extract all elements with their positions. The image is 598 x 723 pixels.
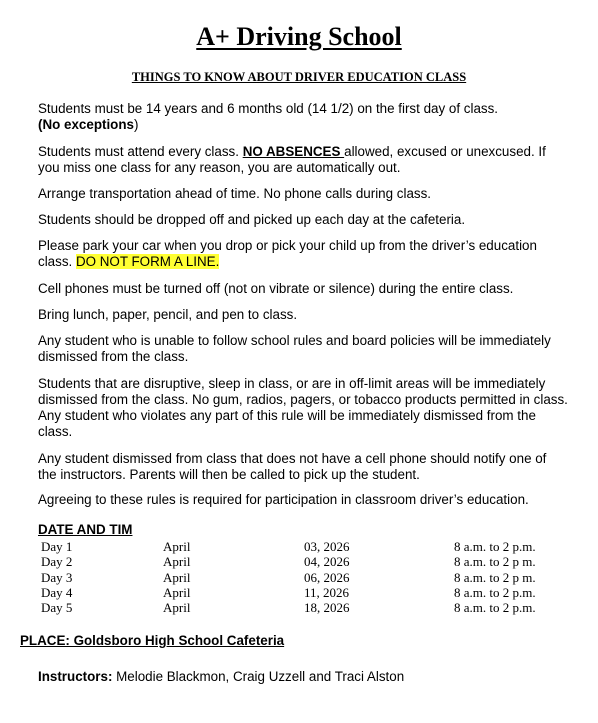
schedule-row [38,570,564,585]
schedule-heading: DATE AND TIM [38,522,133,537]
rule-age-text: Students must be 14 years and 6 months old (14 1/2) on the first day of class. [38,101,498,116]
schedule-month: April [163,554,191,570]
rule-age-exception: (No exceptions [38,117,134,132]
rule-supplies: Bring lunch, paper, pencil, and pen to class. [38,307,298,322]
schedule-month: April [163,600,191,616]
rule-phones: Cell phones must be turned off (not on vibrate or silence) during the entire class. [38,281,514,296]
schedule-day: Day 4 [41,584,73,600]
schedule-time: 8 a.m. to 2 p.m. [454,584,536,600]
schedule-table [38,539,564,615]
schedule-month: April [163,584,191,600]
rule-parking [38,238,568,270]
schedule-row [38,600,564,615]
schedule-row [38,585,564,600]
schedule-date: 11, 2026 [304,584,350,600]
document-title: A+ Driving School [196,22,402,51]
instructors-names: Melodie Blackmon, Craig Uzzell and Traci Alston [112,669,405,684]
rule-parking-highlight: DO NOT FORM A LINE. [75,254,220,269]
schedule-row [38,554,564,569]
schedule-time: 8 a.m. to 2 p.m. [454,539,536,554]
schedule-day: Day 5 [41,600,73,616]
schedule-row [38,539,564,554]
place-line: PLACE: Goldsboro High School Cafeteria [20,633,285,648]
schedule-day: Day 2 [41,554,73,570]
schedule-time: 8 a.m. to 2 p m. [454,554,536,570]
schedule-date: 04, 2026 [304,554,350,570]
rule-disruptive: Students that are disruptive, sleep in class, or are in off-limit areas will be immediately dismissed from the class. No gum, radios, pagers, or tobacco products permitted in class. Any student who violates any part of this rule will be immediately dismissed from the class. [38,376,568,439]
schedule-month: April [163,569,191,585]
rule-attendance-before: Students must attend every class. [38,144,243,159]
schedule-day: Day 3 [41,569,73,585]
rule-parking-text: Please park your car when you drop or pick your child up from the driver’s education class. [38,238,537,269]
rule-age-exception-close: ) [133,117,139,132]
rule-attendance-after: allowed, excused or unexcused. If you miss one class for any reason, you are automatically out. [38,144,546,175]
instructors-label: Instructors: [38,669,113,684]
schedule-day: Day 1 [41,539,73,554]
rule-attendance-emphasis: NO ABSENCES [242,144,345,159]
rule-transportation: Arrange transportation ahead of time. No phone calls during class. [38,186,432,201]
rule-dismissal: Any student who is unable to follow school rules and board policies will be immediately dismissed from the class. [38,333,551,364]
schedule-date: 03, 2026 [304,539,350,554]
rule-age [38,101,568,133]
rule-attendance [38,144,568,176]
schedule-date: 06, 2026 [304,569,350,585]
instructors-line [38,669,404,684]
schedule-date: 18, 2026 [304,600,350,616]
schedule-time: 8 a.m. to 2 p.m. [454,600,536,616]
rule-agreement: Agreeing to these rules is required for participation in classroom driver’s education. [38,492,529,507]
schedule-month: April [163,539,191,554]
schedule-time: 8 a.m. to 2 p m. [454,569,536,585]
document-subtitle: THINGS TO KNOW ABOUT DRIVER EDUCATION CLASS [131,70,467,84]
rule-notify: Any student dismissed from class that does not have a cell phone should notify one of the instructors. Parents will then be called to pick up the student. [38,451,547,482]
rule-dropoff: Students should be dropped off and picked up each day at the cafeteria. [38,212,466,227]
